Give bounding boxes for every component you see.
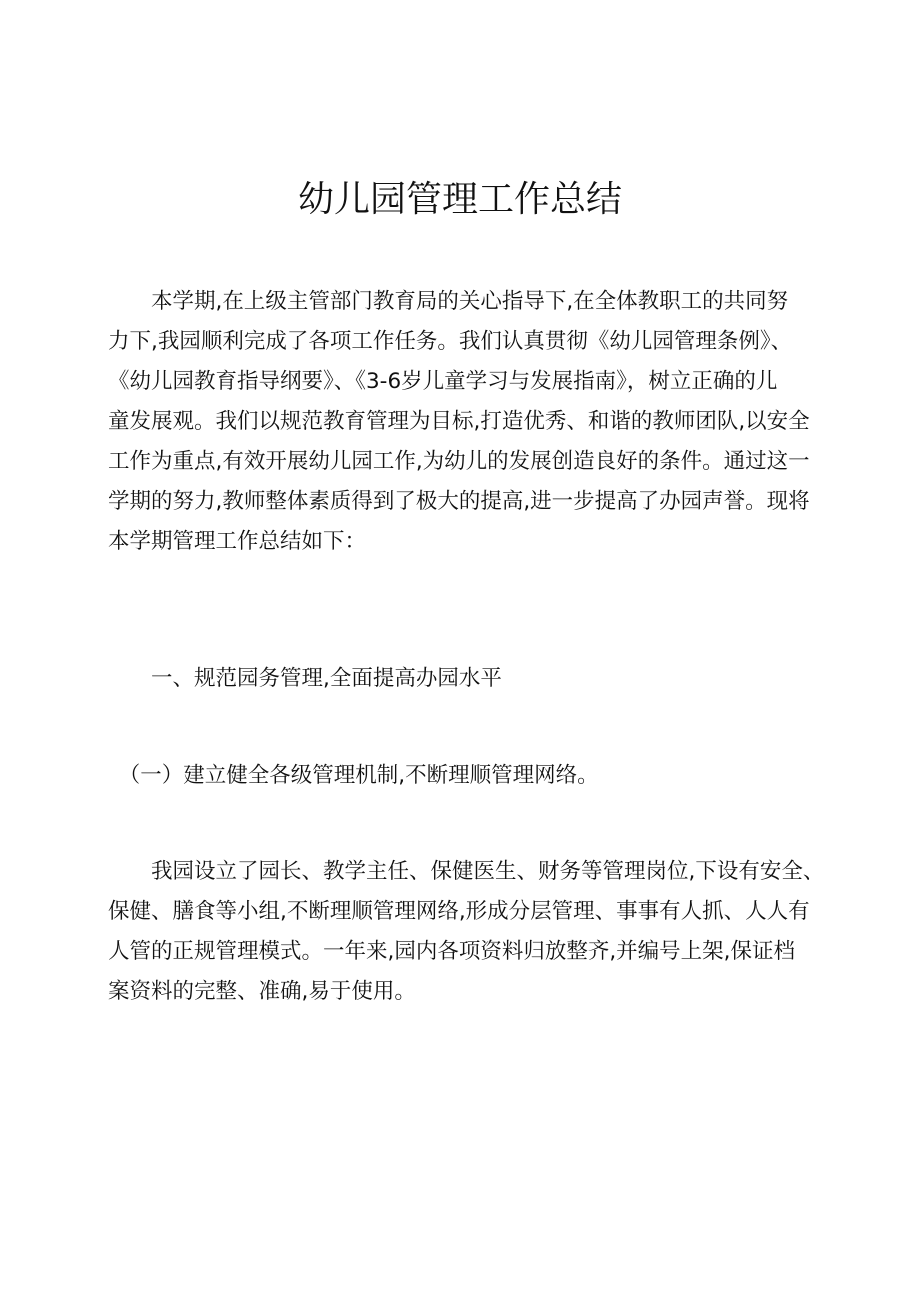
management-paragraph xyxy=(108,852,825,1012)
paragraph-line: 本学期,在上级主管部门教育局的关心指导下,在全体教职工的共同努 xyxy=(108,289,789,314)
paragraph-line: 工作为重点,有效开展幼儿园工作,为幼儿的发展创造良好的条件。通过这一 xyxy=(108,449,810,474)
document-title: 幼儿园管理工作总结 xyxy=(297,179,622,220)
paragraph-line: 人管的正规管理模式。一年来,园内各项资料归放整齐,并编号上架,保证档 xyxy=(108,939,796,964)
paragraph-line: 本学期管理工作总结如下： xyxy=(108,529,367,554)
paragraph-line: 力下,我园顺利完成了各项工作任务。我们认真贯彻《幼儿园管理条例》、 xyxy=(108,329,793,354)
paragraph-line: 我园设立了园长、教学主任、保健医生、财务等管理岗位,下设有安全、 xyxy=(108,859,825,884)
paragraph-line: 《幼儿园教育指导纲要》、《3-6岁儿童学习与发展指南》，树立正确的儿 xyxy=(108,369,778,394)
intro-paragraph xyxy=(108,282,822,562)
paragraph-line: 童发展观。我们以规范教育管理为目标,打造优秀、和谐的教师团队,以安全 xyxy=(108,409,810,434)
section-heading-text: 一、规范园务管理,全面提高办园水平 xyxy=(108,666,502,691)
subsection-heading-text: （一）建立健全各级管理机制,不断理顺管理网络。 xyxy=(108,763,599,788)
subsection-heading xyxy=(108,756,822,796)
paragraph-line: 案资料的完整、准确,易于使用。 xyxy=(108,979,416,1004)
section-heading xyxy=(108,659,822,699)
paragraph-line: 学期的努力,教师整体素质得到了极大的提高,进一步提高了办园声誉。现将 xyxy=(108,489,810,514)
paragraph-line: 保健、膳食等小组,不断理顺管理网络,形成分层管理、事事有人抓、人人有 xyxy=(108,899,810,924)
